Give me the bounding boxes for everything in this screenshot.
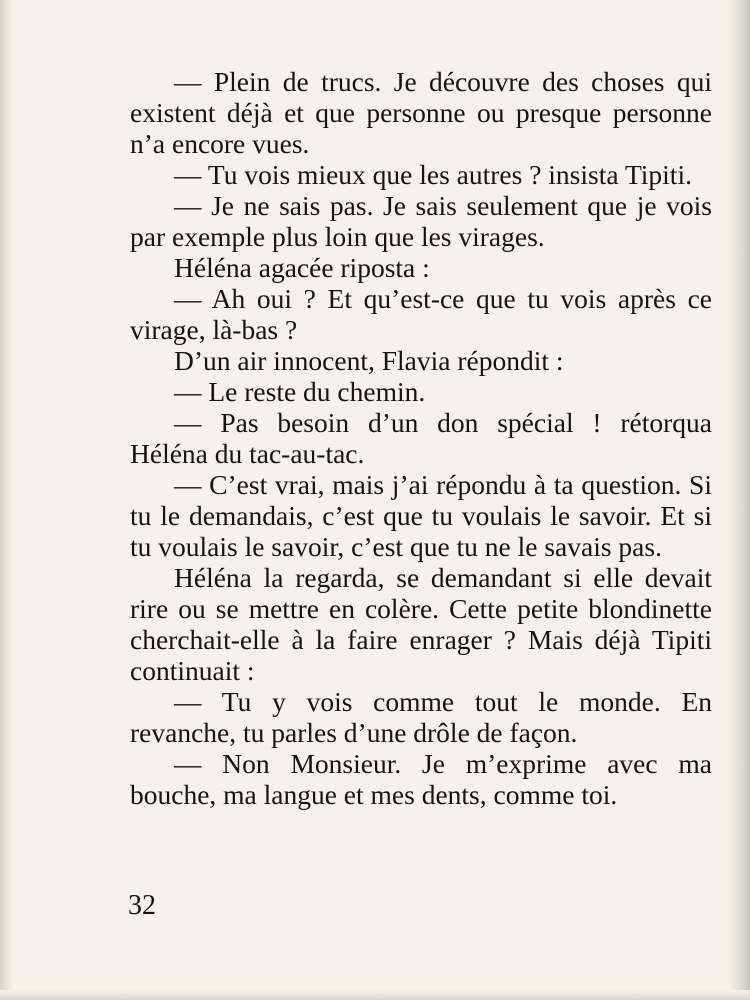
paragraph-2: — Tu vois mieux que les autres ? insista Tipiti. <box>174 159 692 190</box>
paragraph-11: — Tu y vois comme tout le monde. En revanche, tu parles d’une drôle de façon. <box>130 686 712 748</box>
paragraph-9: — C’est vrai, mais j’ai répondu à ta question. Si tu le demandais, c’est que tu voulais le savoir. Et si tu voulais le savoir, c’est que tu ne le savais pas. <box>130 469 712 562</box>
paragraph-8: — Pas besoin d’un don spécial ! rétorqua Héléna du tac-au-tac. <box>130 407 712 469</box>
paragraph-5: — Ah oui ? Et qu’est-ce que tu vois après ce virage, là-bas ? <box>130 283 712 345</box>
page-number: 32 <box>128 890 156 921</box>
page-binding-edge <box>0 0 14 1000</box>
paragraph-1: — Plein de trucs. Je découvre des choses qui existent déjà et que personne ou presque personne n’a encore vues. <box>130 66 712 159</box>
paragraph-10: Héléna la regarda, se demandant si elle devait rire ou se mettre en colère. Cette petite blondinette cherchait-elle à la faire enrager ? Mais déjà Tipiti continuait : <box>130 562 712 686</box>
paragraph-12: — Non Monsieur. Je m’exprime avec ma bouche, ma langue et mes dents, comme toi. <box>130 748 712 810</box>
page-right-edge <box>728 0 750 1000</box>
paragraph-6: D’un air innocent, Flavia répondit : <box>174 345 564 376</box>
body-text <box>130 66 712 810</box>
page-bottom-edge <box>0 990 750 1000</box>
paragraph-7: — Le reste du chemin. <box>174 376 426 407</box>
paragraph-4: Héléna agacée riposta : <box>174 252 430 283</box>
paragraph-3: — Je ne sais pas. Je sais seulement que je vois par exemple plus loin que les virages. <box>130 190 712 252</box>
